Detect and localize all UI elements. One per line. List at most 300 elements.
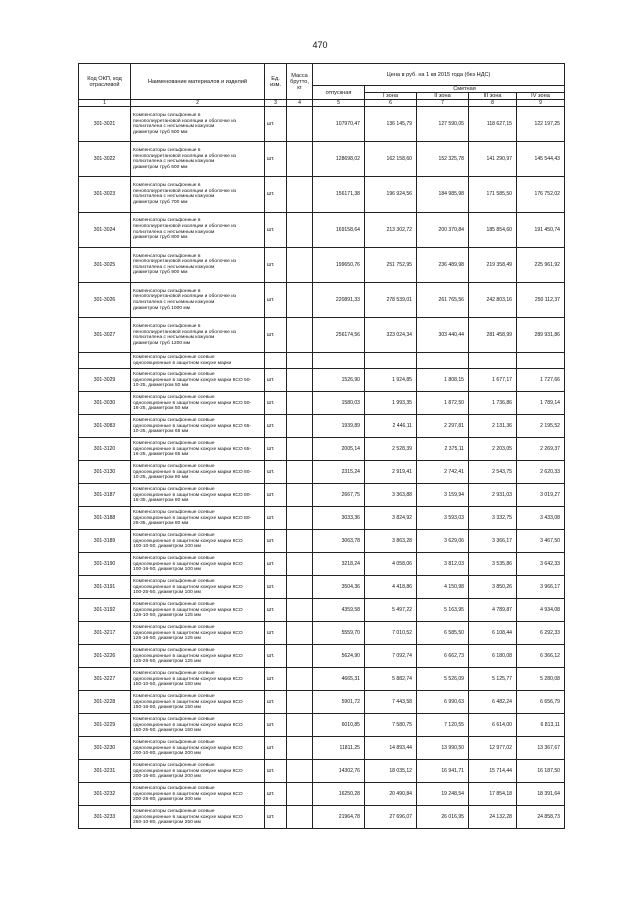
row-price-otpusk: 1580,03 bbox=[313, 392, 365, 415]
row-price-zone-2: 16 941,71 bbox=[417, 760, 469, 783]
row-price-zone-4: 145 544,43 bbox=[517, 142, 565, 177]
row-unit: шт. bbox=[265, 622, 287, 645]
group-empty-cell bbox=[417, 353, 469, 369]
row-mass bbox=[287, 369, 313, 392]
row-price-zone-4: 24 858,73 bbox=[517, 806, 565, 829]
row-price-otpusk: 14302,76 bbox=[313, 760, 365, 783]
row-price-zone-2: 303 440,44 bbox=[417, 318, 469, 353]
table-row bbox=[79, 282, 565, 317]
row-price-otpusk: 2667,75 bbox=[313, 484, 365, 507]
row-price-zone-2: 236 489,98 bbox=[417, 247, 469, 282]
row-price-zone-3: 4 789,87 bbox=[469, 599, 517, 622]
row-price-zone-2: 19 248,54 bbox=[417, 783, 469, 806]
row-price-otpusk: 1526,90 bbox=[313, 369, 365, 392]
table-row bbox=[79, 415, 565, 438]
row-price-zone-1: 14 893,44 bbox=[365, 737, 417, 760]
row-price-otpusk: 156171,38 bbox=[313, 177, 365, 212]
row-unit: шт. bbox=[265, 553, 287, 576]
table-row bbox=[79, 369, 565, 392]
row-name: Компенсаторы сильфонные осевые односекционные в защитном кожухе марки КСО 100-16-50, диаметром 100 мм bbox=[131, 553, 265, 576]
row-price-zone-2: 152 325,78 bbox=[417, 142, 469, 177]
row-price-otpusk: 4665,31 bbox=[313, 668, 365, 691]
row-price-zone-3: 17 854,18 bbox=[469, 783, 517, 806]
table-row bbox=[79, 691, 565, 714]
row-price-zone-3: 242 803,16 bbox=[469, 282, 517, 317]
row-unit: шт. bbox=[265, 783, 287, 806]
row-mass bbox=[287, 760, 313, 783]
group-code bbox=[79, 353, 131, 369]
header-smetnaya: Сметная bbox=[365, 86, 565, 93]
row-price-zone-3: 1 677,17 bbox=[469, 369, 517, 392]
row-name: Компенсаторы сильфонные осевые односекционные в защитном кожухе марки КСО 150-16-50, диаметром 150 мм bbox=[131, 691, 265, 714]
row-price-zone-3: 3 535,86 bbox=[469, 553, 517, 576]
group-empty-cell bbox=[313, 353, 365, 369]
col-number: 7 bbox=[417, 100, 469, 107]
row-mass bbox=[287, 461, 313, 484]
row-price-zone-2: 1 808,15 bbox=[417, 369, 469, 392]
table-row bbox=[79, 530, 565, 553]
row-price-zone-2: 7 120,55 bbox=[417, 714, 469, 737]
row-unit: шт. bbox=[265, 691, 287, 714]
col-number: 9 bbox=[517, 100, 565, 107]
row-price-otpusk: 107970,47 bbox=[313, 107, 365, 142]
header-zone-2: II зона bbox=[417, 93, 469, 100]
row-price-otpusk: 11811,25 bbox=[313, 737, 365, 760]
row-price-zone-1: 323 024,34 bbox=[365, 318, 417, 353]
col-number: 5 bbox=[313, 100, 365, 107]
row-price-zone-1: 196 924,56 bbox=[365, 177, 417, 212]
row-price-otpusk: 3063,78 bbox=[313, 530, 365, 553]
row-mass bbox=[287, 714, 313, 737]
table-row bbox=[79, 645, 565, 668]
row-code: 301-3026 bbox=[79, 282, 131, 317]
row-code: 301-3030 bbox=[79, 392, 131, 415]
row-mass bbox=[287, 806, 313, 829]
row-price-zone-2: 2 742,41 bbox=[417, 461, 469, 484]
col-number: 8 bbox=[469, 100, 517, 107]
row-price-zone-4: 6 366,12 bbox=[517, 645, 565, 668]
row-price-zone-1: 7 010,52 bbox=[365, 622, 417, 645]
row-price-zone-4: 250 112,37 bbox=[517, 282, 565, 317]
row-price-zone-4: 1 789,14 bbox=[517, 392, 565, 415]
header-zone-4: IV зона bbox=[517, 93, 565, 100]
group-row bbox=[79, 353, 565, 369]
row-unit: шт. bbox=[265, 212, 287, 247]
row-name: Компенсаторы сильфонные осевые односекционные в защитном кожухе марки КСО 80- 25-35, диаметром 80 мм bbox=[131, 507, 265, 530]
row-price-zone-3: 2 203,05 bbox=[469, 438, 517, 461]
row-price-zone-4: 2 620,33 bbox=[517, 461, 565, 484]
row-unit: шт. bbox=[265, 415, 287, 438]
row-price-zone-2: 184 985,98 bbox=[417, 177, 469, 212]
row-price-zone-3: 3 850,26 bbox=[469, 576, 517, 599]
row-unit: шт. bbox=[265, 599, 287, 622]
col-number: 2 bbox=[131, 100, 265, 107]
row-name: Компенсаторы сильфонные осевые односекционные в защитном кожухе марки КСО 150-25-50, диаметром 150 мм bbox=[131, 714, 265, 737]
row-code: 301-3228 bbox=[79, 691, 131, 714]
table-row bbox=[79, 212, 565, 247]
row-mass bbox=[287, 415, 313, 438]
row-mass bbox=[287, 622, 313, 645]
row-price-zone-1: 4 418,86 bbox=[365, 576, 417, 599]
table-row bbox=[79, 142, 565, 177]
row-code: 301-3231 bbox=[79, 760, 131, 783]
row-name: Компенсаторы сильфонные в пенополиуретановой изоляции и оболочке из полиэтилена с несъемным кожухом диаметром труб 700 мм bbox=[131, 177, 265, 212]
table-row bbox=[79, 507, 565, 530]
row-price-zone-3: 12 977,02 bbox=[469, 737, 517, 760]
row-price-zone-4: 5 280,08 bbox=[517, 668, 565, 691]
header-zone-3: III зона bbox=[469, 93, 517, 100]
row-unit: шт. bbox=[265, 369, 287, 392]
row-code: 301-3120 bbox=[79, 438, 131, 461]
row-price-otpusk: 6010,85 bbox=[313, 714, 365, 737]
column-numbers-row bbox=[79, 100, 565, 107]
row-price-zone-1: 18 035,12 bbox=[365, 760, 417, 783]
header-price-title: Цена в руб. на 1 кв 2015 года (без НДС) bbox=[313, 64, 565, 86]
row-code: 301-3021 bbox=[79, 107, 131, 142]
row-unit: шт. bbox=[265, 530, 287, 553]
row-price-zone-4: 18 391,64 bbox=[517, 783, 565, 806]
row-price-otpusk: 2315,24 bbox=[313, 461, 365, 484]
row-mass bbox=[287, 142, 313, 177]
row-unit: шт. bbox=[265, 392, 287, 415]
row-unit: шт. bbox=[265, 247, 287, 282]
row-code: 301-3025 bbox=[79, 247, 131, 282]
row-price-otpusk: 21964,78 bbox=[313, 806, 365, 829]
row-price-zone-2: 6 585,50 bbox=[417, 622, 469, 645]
row-code: 301-3229 bbox=[79, 714, 131, 737]
row-unit: шт. bbox=[265, 645, 287, 668]
row-code: 301-3230 bbox=[79, 737, 131, 760]
table-row bbox=[79, 737, 565, 760]
row-unit: шт. bbox=[265, 806, 287, 829]
row-name: Компенсаторы сильфонные осевые односекционные в защитном кожухе марки КСО 65- 16-25, диаметром 65 мм bbox=[131, 438, 265, 461]
table-row bbox=[79, 622, 565, 645]
row-price-zone-1: 2 528,39 bbox=[365, 438, 417, 461]
row-unit: шт. bbox=[265, 282, 287, 317]
row-name: Компенсаторы сильфонные осевые односекционные в защитном кожухе марки КСО 80- 10-25, диаметром 80 мм bbox=[131, 461, 265, 484]
row-price-zone-4: 3 642,33 bbox=[517, 553, 565, 576]
row-code: 301-3191 bbox=[79, 576, 131, 599]
row-price-zone-1: 3 363,88 bbox=[365, 484, 417, 507]
header-otpusk: отпускная bbox=[313, 86, 365, 100]
row-price-zone-2: 2 375,11 bbox=[417, 438, 469, 461]
row-price-otpusk: 220891,33 bbox=[313, 282, 365, 317]
row-price-zone-2: 26 016,95 bbox=[417, 806, 469, 829]
page-number: 470 bbox=[312, 40, 328, 50]
row-price-zone-2: 127 590,05 bbox=[417, 107, 469, 142]
row-price-zone-1: 27 696,07 bbox=[365, 806, 417, 829]
row-mass bbox=[287, 507, 313, 530]
row-price-zone-1: 1 993,35 bbox=[365, 392, 417, 415]
row-price-zone-3: 15 714,44 bbox=[469, 760, 517, 783]
row-price-zone-3: 281 458,99 bbox=[469, 318, 517, 353]
row-price-zone-2: 13 990,50 bbox=[417, 737, 469, 760]
row-code: 301-3024 bbox=[79, 212, 131, 247]
row-price-otpusk: 3033,36 bbox=[313, 507, 365, 530]
row-code: 301-3232 bbox=[79, 783, 131, 806]
row-name: Компенсаторы сильфонные осевые односекционные в защитном кожухе марки КСО 50- 16-25, диаметром 50 мм bbox=[131, 392, 265, 415]
price-table bbox=[78, 63, 565, 829]
table-body bbox=[79, 107, 565, 829]
row-unit: шт. bbox=[265, 507, 287, 530]
row-unit: шт. bbox=[265, 576, 287, 599]
row-price-zone-1: 7 443,58 bbox=[365, 691, 417, 714]
row-price-zone-2: 4 150,98 bbox=[417, 576, 469, 599]
table-row bbox=[79, 392, 565, 415]
row-price-zone-1: 3 824,92 bbox=[365, 507, 417, 530]
row-price-otpusk: 16250,28 bbox=[313, 783, 365, 806]
table-row bbox=[79, 668, 565, 691]
row-price-zone-1: 7 092,74 bbox=[365, 645, 417, 668]
table-row bbox=[79, 177, 565, 212]
row-price-zone-4: 6 813,11 bbox=[517, 714, 565, 737]
row-price-zone-2: 3 812,03 bbox=[417, 553, 469, 576]
row-price-zone-3: 185 854,60 bbox=[469, 212, 517, 247]
row-name: Компенсаторы сильфонные в пенополиуретановой изоляции и оболочке из полиэтилена с несъемным кожухом диаметром труб 800 мм bbox=[131, 212, 265, 247]
table-row bbox=[79, 806, 565, 829]
table-row bbox=[79, 484, 565, 507]
row-code: 301-3022 bbox=[79, 142, 131, 177]
row-price-zone-1: 136 145,79 bbox=[365, 107, 417, 142]
row-price-zone-2: 5 163,95 bbox=[417, 599, 469, 622]
row-unit: шт. bbox=[265, 177, 287, 212]
group-empty-cell bbox=[517, 353, 565, 369]
row-code: 301-3227 bbox=[79, 668, 131, 691]
row-mass bbox=[287, 645, 313, 668]
row-code: 301-3023 bbox=[79, 177, 131, 212]
row-price-zone-1: 5 882,74 bbox=[365, 668, 417, 691]
row-price-zone-4: 3 019,27 bbox=[517, 484, 565, 507]
table-row bbox=[79, 783, 565, 806]
row-unit: шт. bbox=[265, 760, 287, 783]
row-price-otpusk: 3504,36 bbox=[313, 576, 365, 599]
table-row bbox=[79, 107, 565, 142]
row-price-otpusk: 5624,90 bbox=[313, 645, 365, 668]
row-mass bbox=[287, 599, 313, 622]
row-price-zone-2: 3 629,06 bbox=[417, 530, 469, 553]
row-name: Компенсаторы сильфонные осевые односекционные в защитном кожухе марки КСО 125-16-50, диаметром 125 мм bbox=[131, 622, 265, 645]
row-mass bbox=[287, 282, 313, 317]
row-unit: шт. bbox=[265, 318, 287, 353]
table-header bbox=[79, 64, 565, 107]
row-name: Компенсаторы сильфонные осевые односекционные в защитном кожухе марки КСО 65- 10-25, диаметром 65 мм bbox=[131, 415, 265, 438]
col-number: 3 bbox=[265, 100, 287, 107]
row-name: Компенсаторы сильфонные осевые односекционные в защитном кожухе марки КСО 200-16-80, диаметром 200 мм bbox=[131, 760, 265, 783]
row-mass bbox=[287, 553, 313, 576]
row-price-zone-4: 191 450,74 bbox=[517, 212, 565, 247]
row-code: 301-3189 bbox=[79, 530, 131, 553]
table-row bbox=[79, 438, 565, 461]
row-price-zone-2: 1 872,50 bbox=[417, 392, 469, 415]
row-price-zone-1: 20 490,84 bbox=[365, 783, 417, 806]
col-number: 6 bbox=[365, 100, 417, 107]
header-mass: Масса брутто, кг bbox=[287, 64, 313, 100]
row-price-zone-3: 141 290,97 bbox=[469, 142, 517, 177]
header-unit: Ед. изм. bbox=[265, 64, 287, 100]
group-empty-cell bbox=[469, 353, 517, 369]
row-name: Компенсаторы сильфонные в пенополиуретановой изоляции и оболочке из полиэтилена с несъемным кожухом диаметром труб 900 мм bbox=[131, 247, 265, 282]
row-price-zone-2: 6 662,73 bbox=[417, 645, 469, 668]
row-mass bbox=[287, 691, 313, 714]
row-code: 301-3029 bbox=[79, 369, 131, 392]
row-price-zone-3: 5 125,77 bbox=[469, 668, 517, 691]
table-row bbox=[79, 599, 565, 622]
row-mass bbox=[287, 438, 313, 461]
row-price-zone-3: 2 543,75 bbox=[469, 461, 517, 484]
row-name: Компенсаторы сильфонные осевые односекционные в защитном кожухе марки КСО 250-10-80, диаметром 250 мм bbox=[131, 806, 265, 829]
row-price-zone-4: 1 727,66 bbox=[517, 369, 565, 392]
table-row bbox=[79, 553, 565, 576]
row-price-otpusk: 5559,70 bbox=[313, 622, 365, 645]
row-price-zone-4: 225 961,92 bbox=[517, 247, 565, 282]
header-zone-1: I зона bbox=[365, 93, 417, 100]
row-mass bbox=[287, 484, 313, 507]
row-name: Компенсаторы сильфонные осевые односекционные в защитном кожухе марки КСО 200-25-80, диаметром 200 мм bbox=[131, 783, 265, 806]
row-unit: шт. bbox=[265, 484, 287, 507]
row-price-zone-3: 118 627,15 bbox=[469, 107, 517, 142]
row-price-zone-1: 5 497,22 bbox=[365, 599, 417, 622]
row-name: Компенсаторы сильфонные осевые односекционные в защитном кожухе марки КСО 100-10-50, диаметром 100 мм bbox=[131, 530, 265, 553]
row-unit: шт. bbox=[265, 142, 287, 177]
header-code: Код ОКП, код отраслевой bbox=[79, 64, 131, 100]
row-price-zone-3: 2 931,03 bbox=[469, 484, 517, 507]
row-price-otpusk: 5901,72 bbox=[313, 691, 365, 714]
row-code: 301-3187 bbox=[79, 484, 131, 507]
row-mass bbox=[287, 576, 313, 599]
row-name: Компенсаторы сильфонные в пенополиуретановой изоляции и оболочке из полиэтилена с несъемным кожухом диаметром труб 1200 мм bbox=[131, 318, 265, 353]
row-price-zone-3: 171 585,50 bbox=[469, 177, 517, 212]
row-mass bbox=[287, 318, 313, 353]
row-mass bbox=[287, 107, 313, 142]
row-name: Компенсаторы сильфонные осевые односекционные в защитном кожухе марки КСО 125-25-50, диаметром 125 мм bbox=[131, 645, 265, 668]
row-price-zone-4: 6 292,33 bbox=[517, 622, 565, 645]
row-price-zone-4: 3 433,08 bbox=[517, 507, 565, 530]
header-name: Наименование материалов и изделий bbox=[131, 64, 265, 100]
row-code: 301-3192 bbox=[79, 599, 131, 622]
row-price-zone-4: 13 367,67 bbox=[517, 737, 565, 760]
row-price-zone-4: 176 752,02 bbox=[517, 177, 565, 212]
table-row bbox=[79, 714, 565, 737]
row-unit: шт. bbox=[265, 714, 287, 737]
row-code: 301-3217 bbox=[79, 622, 131, 645]
table-row bbox=[79, 760, 565, 783]
row-name: Компенсаторы сильфонные осевые односекционные в защитном кожухе марки КСО 125-10-50, диаметром 125 мм bbox=[131, 599, 265, 622]
row-price-zone-3: 3 332,75 bbox=[469, 507, 517, 530]
table-row bbox=[79, 576, 565, 599]
row-name: Компенсаторы сильфонные в пенополиуретановой изоляции и оболочке из полиэтилена с несъемным кожухом диаметром труб 1000 мм bbox=[131, 282, 265, 317]
row-price-zone-1: 1 924,85 bbox=[365, 369, 417, 392]
row-code: 301-3130 bbox=[79, 461, 131, 484]
row-price-zone-1: 4 058,06 bbox=[365, 553, 417, 576]
row-price-zone-2: 3 159,94 bbox=[417, 484, 469, 507]
row-name: Компенсаторы сильфонные осевые односекционные в защитном кожухе марки КСО 50- 10-25, диаметром 50 мм bbox=[131, 369, 265, 392]
row-price-zone-4: 2 195,52 bbox=[517, 415, 565, 438]
table-row bbox=[79, 318, 565, 353]
row-price-zone-2: 200 370,84 bbox=[417, 212, 469, 247]
row-price-otpusk: 1939,89 bbox=[313, 415, 365, 438]
row-unit: шт. bbox=[265, 461, 287, 484]
group-empty-cell bbox=[287, 353, 313, 369]
row-price-zone-3: 1 736,86 bbox=[469, 392, 517, 415]
row-price-zone-1: 278 539,01 bbox=[365, 282, 417, 317]
row-price-otpusk: 3218,24 bbox=[313, 553, 365, 576]
row-price-zone-3: 219 358,49 bbox=[469, 247, 517, 282]
row-code: 301-3226 bbox=[79, 645, 131, 668]
row-unit: шт. bbox=[265, 737, 287, 760]
row-price-zone-1: 251 752,95 bbox=[365, 247, 417, 282]
row-code: 301-3083 bbox=[79, 415, 131, 438]
row-code: 301-3233 bbox=[79, 806, 131, 829]
row-price-zone-1: 162 158,60 bbox=[365, 142, 417, 177]
row-price-zone-4: 4 934,08 bbox=[517, 599, 565, 622]
row-code: 301-3188 bbox=[79, 507, 131, 530]
row-price-zone-3: 24 132,28 bbox=[469, 806, 517, 829]
row-price-zone-4: 289 931,86 bbox=[517, 318, 565, 353]
row-mass bbox=[287, 212, 313, 247]
row-price-zone-3: 6 180,08 bbox=[469, 645, 517, 668]
row-price-otpusk: 169158,64 bbox=[313, 212, 365, 247]
row-name: Компенсаторы сильфонные осевые односекционные в защитном кожухе марки КСО 150-10-50, диаметром 150 мм bbox=[131, 668, 265, 691]
row-name: Компенсаторы сильфонные в пенополиуретановой изоляции и оболочке из полиэтилена с несъемным кожухом диаметром труб 500 мм bbox=[131, 107, 265, 142]
row-price-zone-3: 6 482,24 bbox=[469, 691, 517, 714]
row-price-zone-4: 3 467,50 bbox=[517, 530, 565, 553]
group-empty-cell bbox=[365, 353, 417, 369]
row-name: Компенсаторы сильфонные в пенополиуретановой изоляции и оболочке из полиэтилена с несъемным кожухом диаметром труб 600 мм bbox=[131, 142, 265, 177]
table-row bbox=[79, 247, 565, 282]
row-name: Компенсаторы сильфонные осевые односекционные в защитном кожухе марки КСО 100-25-50, диаметром 100 мм bbox=[131, 576, 265, 599]
row-code: 301-3190 bbox=[79, 553, 131, 576]
group-title: Компенсаторы сильфонные осевые односекционные в защитном кожухе марки bbox=[131, 353, 265, 369]
row-price-zone-4: 3 966,17 bbox=[517, 576, 565, 599]
row-price-zone-4: 16 187,50 bbox=[517, 760, 565, 783]
row-unit: шт. bbox=[265, 668, 287, 691]
row-price-zone-1: 2 446,11 bbox=[365, 415, 417, 438]
row-price-zone-4: 2 269,37 bbox=[517, 438, 565, 461]
row-price-zone-2: 3 593,03 bbox=[417, 507, 469, 530]
row-price-otpusk: 2005,14 bbox=[313, 438, 365, 461]
row-mass bbox=[287, 392, 313, 415]
row-price-zone-3: 6 108,44 bbox=[469, 622, 517, 645]
row-unit: шт. bbox=[265, 107, 287, 142]
row-price-zone-2: 5 526,09 bbox=[417, 668, 469, 691]
row-price-zone-3: 6 614,00 bbox=[469, 714, 517, 737]
row-mass bbox=[287, 737, 313, 760]
row-price-otpusk: 4359,58 bbox=[313, 599, 365, 622]
row-price-zone-3: 3 366,17 bbox=[469, 530, 517, 553]
row-mass bbox=[287, 247, 313, 282]
row-price-zone-4: 122 197,25 bbox=[517, 107, 565, 142]
row-code: 301-3027 bbox=[79, 318, 131, 353]
row-name: Компенсаторы сильфонные осевые односекционные в защитном кожухе марки КСО 200-10-80, диаметром 200 мм bbox=[131, 737, 265, 760]
row-unit: шт. bbox=[265, 438, 287, 461]
row-price-zone-1: 2 919,41 bbox=[365, 461, 417, 484]
col-number: 4 bbox=[287, 100, 313, 107]
row-price-zone-2: 2 297,81 bbox=[417, 415, 469, 438]
row-price-zone-2: 261 765,56 bbox=[417, 282, 469, 317]
row-price-zone-1: 213 302,72 bbox=[365, 212, 417, 247]
row-price-zone-2: 6 990,63 bbox=[417, 691, 469, 714]
row-price-zone-1: 3 863,28 bbox=[365, 530, 417, 553]
row-mass bbox=[287, 177, 313, 212]
col-number: 1 bbox=[79, 100, 131, 107]
row-mass bbox=[287, 783, 313, 806]
row-mass bbox=[287, 530, 313, 553]
row-price-zone-1: 7 580,75 bbox=[365, 714, 417, 737]
row-price-zone-4: 6 656,79 bbox=[517, 691, 565, 714]
group-empty-cell bbox=[265, 353, 287, 369]
row-price-otpusk: 128698,02 bbox=[313, 142, 365, 177]
row-price-otpusk: 199650,76 bbox=[313, 247, 365, 282]
